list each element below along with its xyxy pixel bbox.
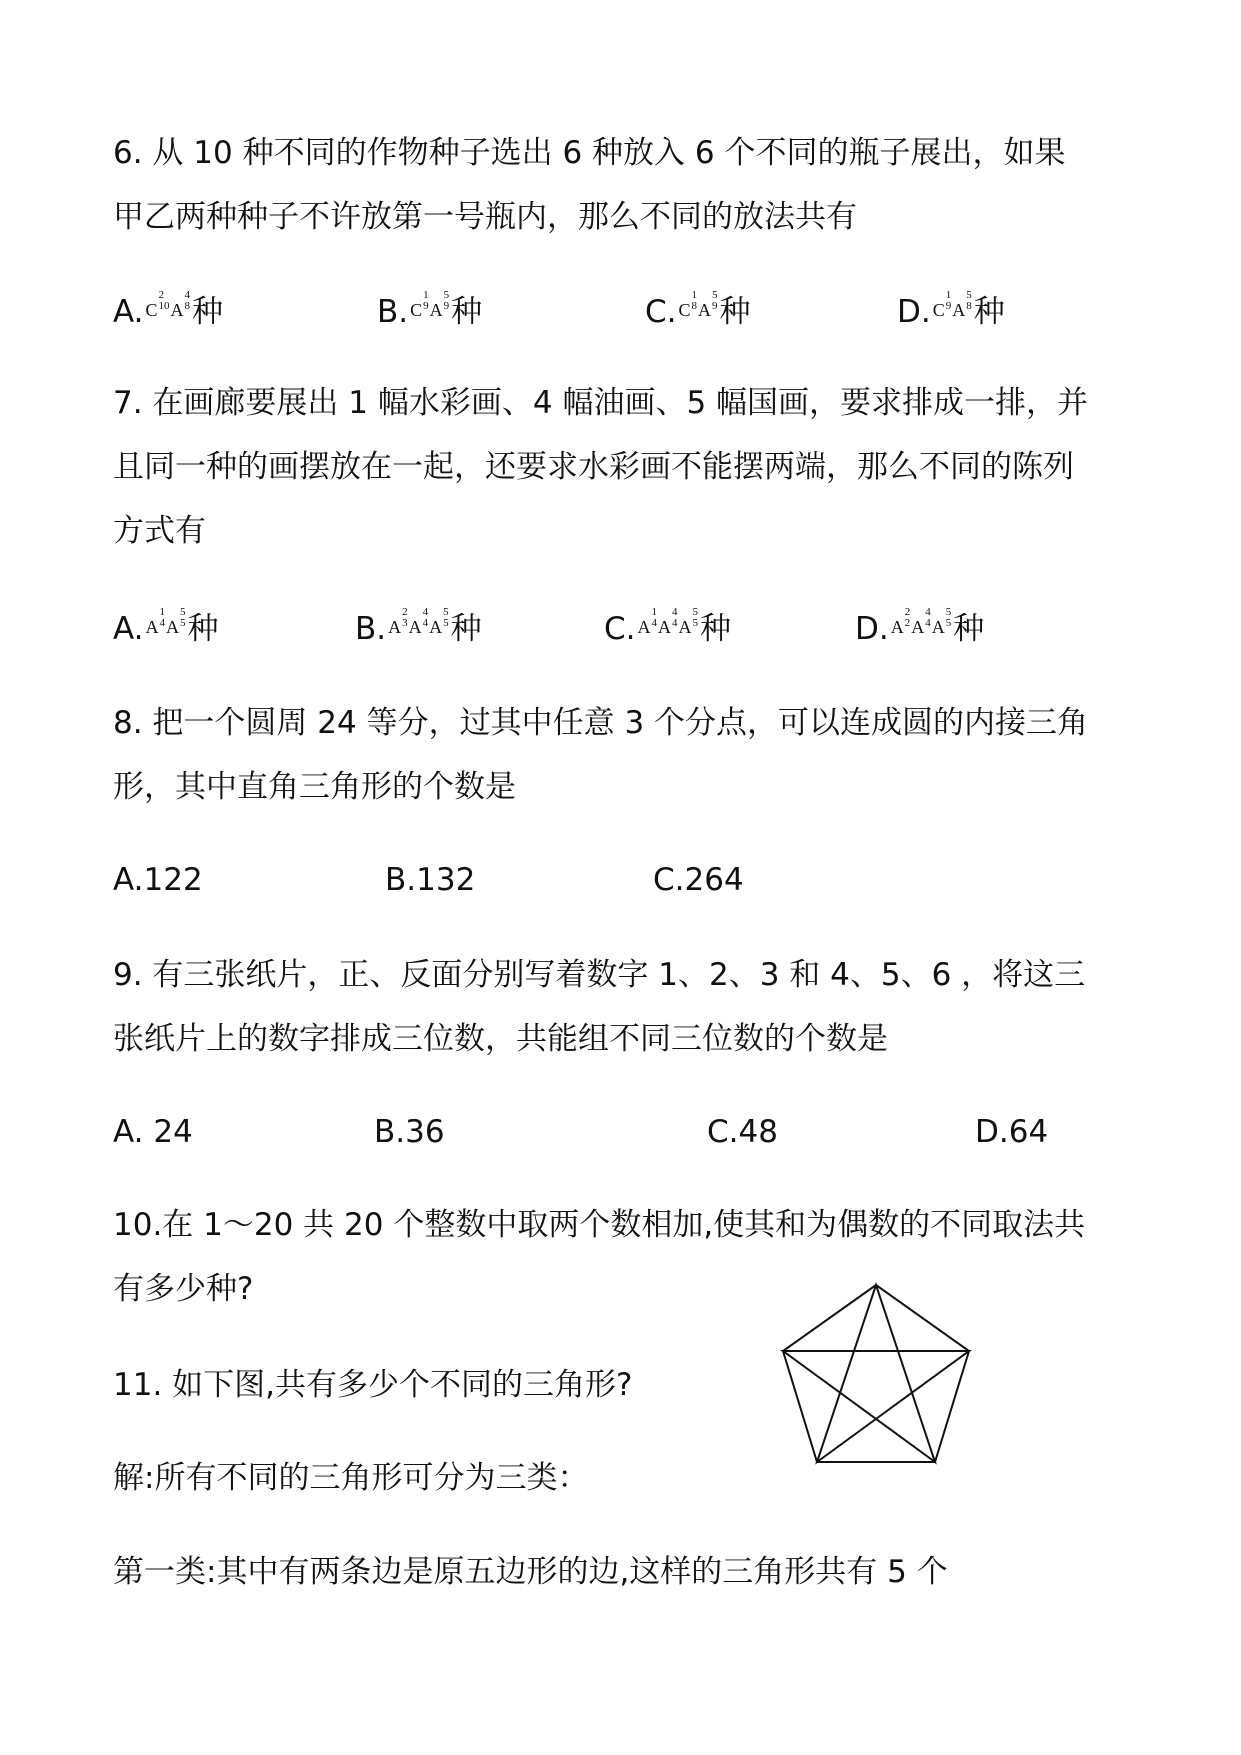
formula-term: C 2 10 — [145, 289, 170, 320]
option-formula — [146, 290, 192, 330]
option-formula — [410, 290, 450, 330]
formula-term: A 5 5 — [678, 606, 698, 637]
q8-option-a: A.122 — [113, 862, 203, 898]
q8-option-b: B.132 — [385, 862, 476, 898]
pentagon-outline — [783, 1285, 969, 1462]
formula-term: A 4 4 — [408, 606, 429, 637]
formula-term: A 2 2 — [890, 606, 911, 637]
q8-option-c: C.264 — [653, 862, 744, 898]
option-formula — [638, 607, 700, 647]
formula-term: C 1 8 — [678, 289, 698, 320]
formula-term: A 5 8 — [952, 289, 972, 320]
q11-solution-1: 解:所有不同的三角形可分为三类： — [113, 1460, 589, 1496]
q10-line-2: 有多少种? — [113, 1271, 254, 1307]
q6-option-d — [897, 290, 1005, 332]
q7-option-d — [855, 607, 984, 649]
q7-option-a — [113, 607, 219, 649]
q10-line-1: 10.在 1～20 共 20 个整数中取两个数相加,使其和为偶数的不同取法共 — [113, 1207, 1086, 1243]
q11-line-1: 11. 如下图,共有多少个不同的三角形? — [113, 1367, 633, 1403]
q7-option-b — [355, 607, 482, 649]
option-prefix: C. — [604, 611, 636, 647]
formula-term: A 4 4 — [911, 606, 931, 637]
option-formula — [891, 607, 953, 647]
q9-option-a: A. 24 — [113, 1114, 193, 1150]
q6-option-c — [645, 290, 751, 332]
option-prefix: D. — [855, 611, 889, 647]
q6-option-b — [377, 290, 482, 332]
option-suffix: 种 — [451, 294, 483, 330]
formula-term: A 1 4 — [637, 606, 657, 637]
q9-line-1: 9. 有三张纸片，正、反面分别写着数字 1、2、3 和 4、5、6 ，将这三 — [113, 957, 1086, 993]
formula-term: A 2 3 — [388, 606, 408, 637]
option-formula — [146, 607, 187, 647]
formula-term: A 4 8 — [170, 289, 191, 320]
q7-line-2: 且同一种的画摆放在一起，还要求水彩画不能摆两端，那么不同的陈列 — [113, 449, 1074, 485]
option-prefix: A. — [113, 294, 144, 330]
pentagram-figure — [780, 1280, 980, 1500]
q6-option-a — [113, 290, 223, 332]
option-suffix: 种 — [953, 611, 985, 647]
option-prefix: A. — [113, 611, 144, 647]
option-prefix: C. — [645, 294, 677, 330]
star-outline — [783, 1285, 969, 1462]
formula-term: A 5 9 — [429, 289, 450, 320]
formula-term: A 1 4 — [145, 606, 166, 637]
q9-option-b: B.36 — [374, 1114, 445, 1150]
option-formula — [679, 290, 719, 330]
q8-line-1: 8. 把一个圆周 24 等分，过其中任意 3 个分点，可以连成圆的内接三角 — [113, 705, 1089, 741]
formula-term: A 5 9 — [698, 289, 718, 320]
formula-term: C 1 9 — [932, 289, 952, 320]
option-suffix: 种 — [192, 294, 224, 330]
formula-term: C 1 9 — [410, 289, 429, 320]
q8-line-2: 形，其中直角三角形的个数是 — [113, 769, 516, 805]
option-prefix: D. — [897, 294, 931, 330]
option-prefix: B. — [355, 611, 387, 647]
formula-term: A 4 4 — [658, 606, 678, 637]
q9-option-d: D.64 — [975, 1114, 1049, 1150]
option-suffix: 种 — [450, 611, 482, 647]
option-suffix: 种 — [719, 294, 751, 330]
q7-option-c — [604, 607, 731, 649]
option-prefix: B. — [377, 294, 409, 330]
q6-line-2: 甲乙两种种子不许放第一号瓶内，那么不同的放法共有 — [113, 199, 857, 235]
formula-term: A 5 5 — [166, 606, 186, 637]
q7-line-3: 方式有 — [113, 513, 206, 549]
option-formula — [388, 607, 450, 647]
q7-line-1: 7. 在画廊要展出 1 幅水彩画、4 幅油画、5 幅国画，要求排成一排，并 — [113, 385, 1089, 421]
q9-line-2: 张纸片上的数字排成三位数，共能组不同三位数的个数是 — [113, 1021, 888, 1057]
q6-line-1: 6. 从 10 种不同的作物种子选出 6 种放入 6 个不同的瓶子展出，如果 — [113, 135, 1066, 171]
formula-term: A 5 5 — [429, 606, 449, 637]
option-suffix: 种 — [187, 611, 219, 647]
formula-term: A 5 5 — [931, 606, 952, 637]
q9-option-c: C.48 — [707, 1114, 778, 1150]
option-formula — [933, 290, 973, 330]
q11-solution-2: 第一类:其中有两条边是原五边形的边,这样的三角形共有 5 个 — [113, 1554, 948, 1590]
option-suffix: 种 — [700, 611, 731, 647]
option-suffix: 种 — [973, 294, 1005, 330]
